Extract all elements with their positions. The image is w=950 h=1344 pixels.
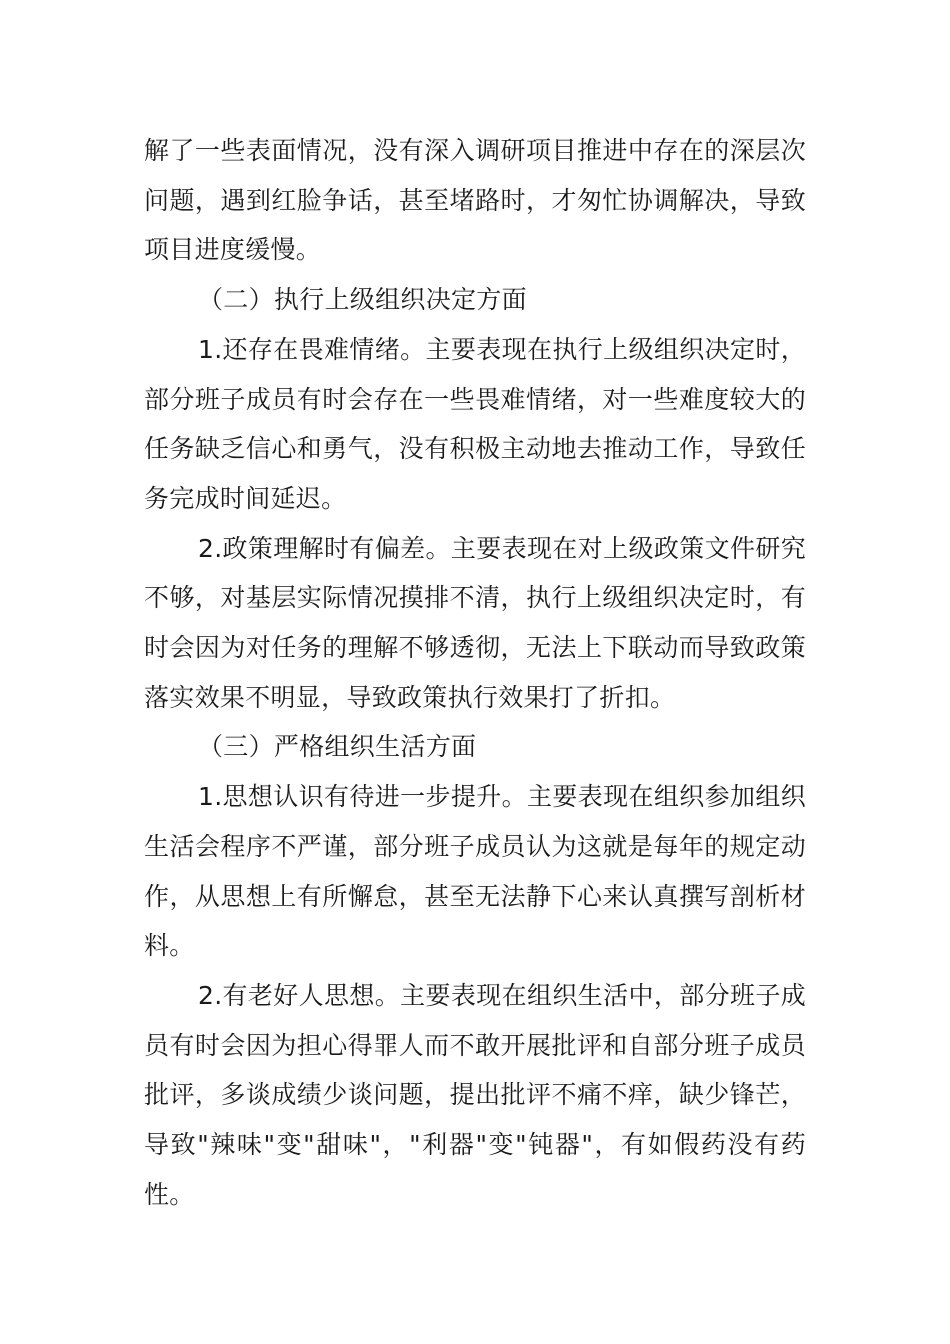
section-heading-3: （三）严格组织生活方面 xyxy=(198,732,477,762)
section-heading-2: （二）执行上级组织决定方面 xyxy=(198,285,527,315)
paragraph-3-2: 2.有老好人思想。主要表现在组织生活中，部分班子成员有时会因为担心得罪人而不敢开展批评和自部分班子成员批评，多谈成绩少谈问题，提出批评不痛不痒，缺少锋芒，导致"辣味"变"甜味"，"利器"变"钝器"，有如假药没有药性。 xyxy=(144,980,806,1209)
paragraph-3-1: 1.思想认识有待进一步提升。主要表现在组织参加组织生活会程序不严谨，部分班子成员认为这就是每年的规定动作，从思想上有所懈怠，甚至无法静下心来认真撰写剖析材料。 xyxy=(144,782,806,961)
paragraph-2-1: 1.还存在畏难情绪。主要表现在执行上级组织决定时，部分班子成员有时会存在一些畏难情绪，对一些难度较大的任务缺乏信心和勇气，没有积极主动地去推动工作，导致任务完成时间延迟。 xyxy=(144,334,806,513)
paragraph-continuation: 解了一些表面情况，没有深入调研项目推进中存在的深层次问题，遇到红脸争话，甚至堵路时，才匆忙协调解决，导致项目进度缓慢。 xyxy=(144,136,806,265)
paragraph-2-2: 2.政策理解时有偏差。主要表现在对上级政策文件研究不够，对基层实际情况摸排不清，执行上级组织决定时，有时会因为对任务的理解不够透彻，无法上下联动而导致政策落实效果不明显，导致政策执行效果打了折扣。 xyxy=(144,533,806,712)
document-body xyxy=(144,126,806,1219)
